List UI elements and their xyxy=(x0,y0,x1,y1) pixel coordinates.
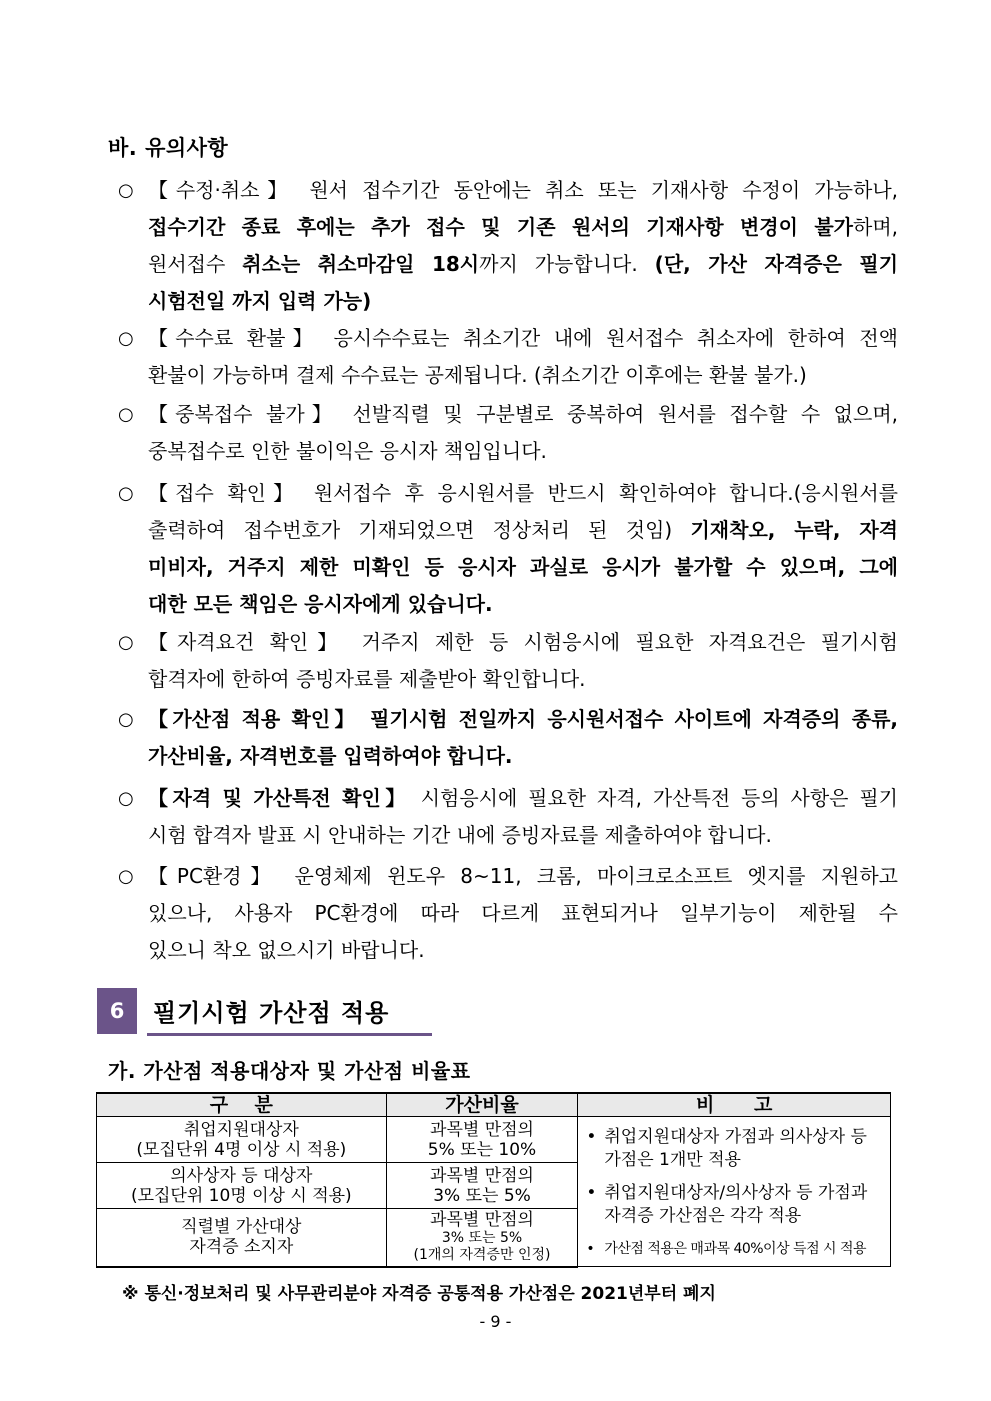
circle-bullet-icon: ○ xyxy=(118,709,134,730)
caution-line xyxy=(118,475,898,512)
bold-text: (단, 가산 자격증은 필기 xyxy=(654,252,899,276)
caution-line xyxy=(118,357,898,394)
caution-line xyxy=(118,895,898,932)
circle-bullet-icon: ○ xyxy=(118,632,134,653)
text: 있으나, 사용자 PC환경에 따라 다르게 표현되거나 일부기능이 제한될 수 xyxy=(148,901,898,925)
caution-line xyxy=(118,780,898,817)
text: 시험 합격자 발표 시 안내하는 기간 내에 증빙자료를 제출하여야 합니다. xyxy=(148,823,772,847)
caution-line xyxy=(118,172,898,209)
bold-text: 시험전일 까지 입력 가능) xyxy=(148,289,372,313)
header-remarks: 비 고 xyxy=(578,1093,891,1117)
rate-line: 3% 또는 5% xyxy=(441,1230,523,1247)
caution-line xyxy=(118,283,898,320)
remark-text: 취업지원대상자 가점과 의사상자 등 가점은 1개만 적용 xyxy=(604,1126,867,1170)
bonus-rate-table xyxy=(96,1092,891,1268)
text: 원서접수 xyxy=(148,252,243,276)
rate-line: 3% 또는 5% xyxy=(433,1185,531,1206)
text: 환불이 가능하며 결제 수수료는 공제됩니다. (취소기간 이후에는 환불 불가.) xyxy=(148,363,807,387)
footnote: ※ 통신·정보처리 및 사무관리분야 자격증 공통적용 가산점은 2021년부터 폐지 xyxy=(122,1284,716,1304)
caution-heading: 바. 유의사항 xyxy=(108,136,229,160)
bold-text: 대한 모든 책임은 응시자에게 있습니다. xyxy=(148,592,493,616)
category-cell xyxy=(97,1163,387,1209)
category-line: (모집단위 4명 이상 시 적용) xyxy=(136,1139,347,1160)
caution-item xyxy=(118,624,898,698)
bold-text: 【가산점 적용 확인】 필기시험 전일까지 응시원서접수 사이트에 자격증의 종류, xyxy=(148,707,898,731)
circle-bullet-icon: ○ xyxy=(118,404,134,425)
caution-line xyxy=(118,738,898,775)
caution-line xyxy=(118,246,898,283)
text: 【PC환경】 운영체제 윈도우 8~11, 크롬, 마이크로소프트 엣지를 지원하고 xyxy=(148,864,898,888)
header-category: 구 분 xyxy=(97,1093,387,1117)
caution-item xyxy=(118,701,898,775)
circle-bullet-icon: ○ xyxy=(118,483,134,504)
caution-item xyxy=(118,475,898,623)
rate-line: 과목별 만점의 xyxy=(430,1119,534,1140)
text: 하며, xyxy=(853,215,898,239)
caution-line xyxy=(118,512,898,549)
caution-line xyxy=(118,433,898,470)
caution-item xyxy=(118,780,898,854)
remark-item xyxy=(584,1238,884,1261)
caution-line xyxy=(118,624,898,661)
caution-line xyxy=(118,661,898,698)
caution-line xyxy=(118,549,898,586)
bullet-icon: • xyxy=(586,1240,595,1257)
section-number-badge: 6 xyxy=(97,988,137,1034)
caution-line xyxy=(118,817,898,854)
category-line: (모집단위 10명 이상 시 적용) xyxy=(130,1185,352,1206)
bold-text: 기재착오, 누락, 자격 xyxy=(690,518,898,542)
text: 시험응시에 필요한 자격, 가산특전 등의 사항은 필기 xyxy=(409,786,898,810)
circle-bullet-icon: ○ xyxy=(118,328,134,349)
section-title-box xyxy=(147,985,432,1036)
bold-text: 접수기간 종료 후에는 추가 접수 및 기존 원서의 기재사항 변경이 불가 xyxy=(148,215,853,239)
remark-item xyxy=(584,1182,884,1228)
text: 【중복접수 불가】 선발직렬 및 구분별로 중복하여 원서를 접수할 수 없으며, xyxy=(148,402,898,426)
circle-bullet-icon: ○ xyxy=(118,866,134,887)
caution-line xyxy=(118,586,898,623)
bold-text: 미비자, 거주지 제한 미확인 등 응시자 과실로 응시가 불가할 수 있으며, 그에 xyxy=(148,555,898,579)
category-line: 직렬별 가산대상 xyxy=(181,1217,302,1238)
caution-line xyxy=(118,209,898,246)
remarks-cell xyxy=(578,1117,891,1267)
section-title: 필기시험 가산점 적용 xyxy=(153,999,390,1027)
text: 합격자에 한하여 증빙자료를 제출받아 확인합니다. xyxy=(148,667,586,691)
caution-line xyxy=(118,932,898,969)
rate-cell xyxy=(386,1117,578,1163)
rate-line: 과목별 만점의 xyxy=(430,1165,534,1186)
text: 까지 가능합니다. xyxy=(479,252,655,276)
remark-text: 취업지원대상자/의사상자 등 가점과 자격증 가산점은 각각 적용 xyxy=(604,1182,868,1226)
caution-item xyxy=(118,320,898,394)
category-cell xyxy=(97,1209,387,1267)
caution-line xyxy=(118,396,898,433)
text: 【수수료 환불】 응시수수료는 취소기간 내에 원서접수 취소자에 한하여 전액 xyxy=(148,326,898,350)
rate-cell xyxy=(386,1163,578,1209)
rate-line: 5% 또는 10% xyxy=(427,1139,537,1160)
caution-item xyxy=(118,396,898,470)
bullet-icon: • xyxy=(586,1182,597,1203)
rate-cell xyxy=(386,1209,578,1267)
text: 있으니 착오 없으시기 바랍니다. xyxy=(148,938,425,962)
remark-item xyxy=(584,1126,884,1172)
text: 【접수 확인】 원서접수 후 응시원서를 반드시 확인하여야 합니다.(응시원서를 xyxy=(148,481,898,505)
remark-text: 가산점 적용은 매과목 40%이상 득점 시 적용 xyxy=(604,1240,867,1257)
bold-text: 취소는 취소마감일 18시 xyxy=(242,252,480,276)
bonus-heading: 가. 가산점 적용대상자 및 가산점 비율표 xyxy=(108,1059,471,1083)
table-row xyxy=(97,1117,891,1163)
category-line: 취업지원대상자 xyxy=(183,1119,299,1140)
circle-bullet-icon: ○ xyxy=(118,788,134,809)
caution-line xyxy=(118,320,898,357)
category-line: 자격증 소지자 xyxy=(189,1237,294,1258)
category-line: 의사상자 등 대상자 xyxy=(170,1165,313,1186)
text: 중복접수로 인한 불이익은 응시자 책임입니다. xyxy=(148,439,547,463)
page-number: - 9 - xyxy=(479,1312,512,1331)
bold-text: 【자격 및 가산특전 확인】 xyxy=(148,786,410,810)
text: 【자격요건 확인】 거주지 제한 등 시험응시에 필요한 자격요건은 필기시험 xyxy=(148,630,898,654)
caution-item xyxy=(118,172,898,320)
bullet-icon: • xyxy=(586,1126,597,1147)
bold-text: 가산비율, 자격번호를 입력하여야 합니다. xyxy=(148,744,513,768)
circle-bullet-icon: ○ xyxy=(118,180,134,201)
rate-line: 과목별 만점의 xyxy=(430,1210,534,1231)
caution-item xyxy=(118,858,898,969)
header-rate: 가산비율 xyxy=(386,1093,578,1117)
caution-line xyxy=(118,701,898,738)
text: 【수정·취소】 원서 접수기간 동안에는 취소 또는 기재사항 수정이 가능하나, xyxy=(148,178,898,202)
text: 출력하여 접수번호가 기재되었으면 정상처리 된 것임) xyxy=(148,518,691,542)
caution-line xyxy=(118,858,898,895)
category-cell xyxy=(97,1117,387,1163)
rate-line: (1개의 자격증만 인정) xyxy=(413,1247,551,1264)
table-header-row xyxy=(97,1093,891,1117)
